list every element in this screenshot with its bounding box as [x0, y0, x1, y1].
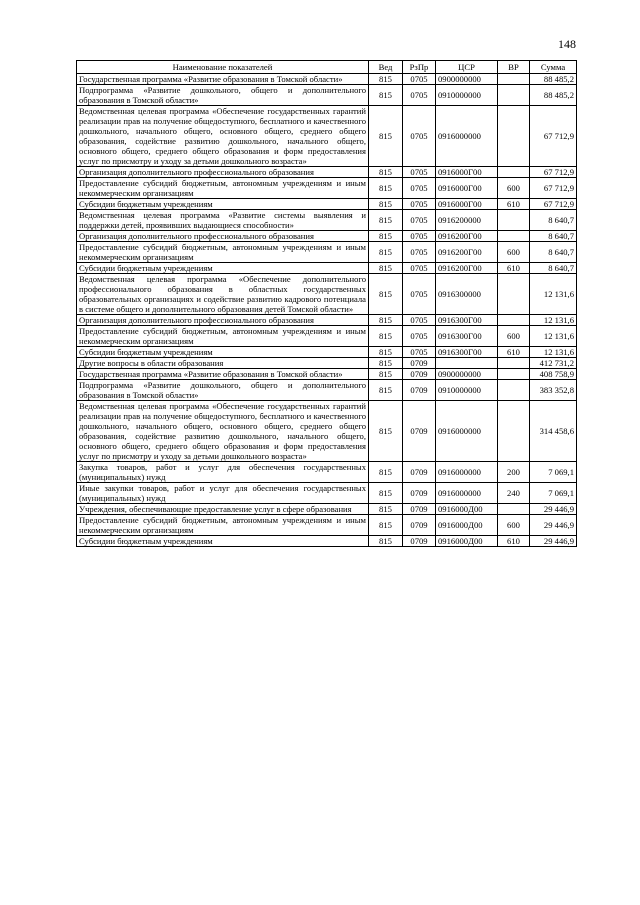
- cell-ved: 815: [369, 263, 403, 274]
- cell-ved: 815: [369, 74, 403, 85]
- table-row: [77, 369, 577, 380]
- cell-rzpr: 0705: [403, 106, 436, 167]
- cell-name: Государственная программа «Развитие образования в Томской области»: [77, 369, 369, 380]
- cell-rzpr: 0705: [403, 74, 436, 85]
- cell-sum: 412 731,2: [530, 358, 577, 369]
- cell-name: Иные закупки товаров, работ и услуг для обеспечения государственных (муниципальных) нужд: [77, 483, 369, 504]
- cell-csr: 0916000000: [436, 106, 498, 167]
- cell-sum: 67 712,9: [530, 178, 577, 199]
- cell-rzpr: 0705: [403, 178, 436, 199]
- budget-table: [76, 60, 577, 547]
- cell-ved: 815: [369, 380, 403, 401]
- cell-sum: 8 640,7: [530, 242, 577, 263]
- cell-ved: 815: [369, 231, 403, 242]
- cell-ved: 815: [369, 347, 403, 358]
- cell-csr: 0916200Г00: [436, 263, 498, 274]
- cell-rzpr: 0709: [403, 369, 436, 380]
- cell-sum: 8 640,7: [530, 263, 577, 274]
- cell-vr: [498, 274, 530, 315]
- cell-vr: [498, 504, 530, 515]
- cell-name: Субсидии бюджетным учреждениям: [77, 263, 369, 274]
- header-csr: ЦСР: [436, 61, 498, 74]
- table-row: [77, 242, 577, 263]
- cell-vr: [498, 167, 530, 178]
- table-body: [77, 74, 577, 547]
- cell-rzpr: 0709: [403, 380, 436, 401]
- cell-sum: 12 131,6: [530, 315, 577, 326]
- cell-sum: 29 446,9: [530, 515, 577, 536]
- cell-ved: 815: [369, 358, 403, 369]
- table-row: [77, 515, 577, 536]
- cell-rzpr: 0709: [403, 515, 436, 536]
- cell-ved: 815: [369, 326, 403, 347]
- cell-rzpr: 0705: [403, 210, 436, 231]
- table-row: [77, 106, 577, 167]
- cell-vr: 600: [498, 326, 530, 347]
- table-row: [77, 401, 577, 462]
- table-row: [77, 231, 577, 242]
- cell-ved: 815: [369, 515, 403, 536]
- cell-csr: 0916200000: [436, 210, 498, 231]
- cell-sum: 29 446,9: [530, 504, 577, 515]
- header-rzpr: РзПр: [403, 61, 436, 74]
- cell-vr: [498, 369, 530, 380]
- cell-ved: 815: [369, 178, 403, 199]
- cell-sum: 12 131,6: [530, 326, 577, 347]
- table-row: [77, 74, 577, 85]
- table-row: [77, 263, 577, 274]
- cell-csr: 0900000000: [436, 369, 498, 380]
- cell-name: Ведомственная целевая программа «Обеспечение государственных гарантий реализации прав на получение общедоступного, бесплатного и качественного дошкольного, начального общего, основного общего, среднего общего образования, содействие развитию дошкольного, начального общего, основного общего, среднего общего образования и форм предоставления услуг по присмотру и уходу за детьми дошкольного возраста»: [77, 106, 369, 167]
- cell-rzpr: 0705: [403, 85, 436, 106]
- cell-vr: [498, 85, 530, 106]
- cell-ved: 815: [369, 369, 403, 380]
- cell-ved: 815: [369, 85, 403, 106]
- cell-name: Учреждения, обеспечивающие предоставление услуг в сфере образования: [77, 504, 369, 515]
- page-number: 148: [558, 37, 576, 51]
- cell-name: Ведомственная целевая программа «Обеспечение дополнительного профессионального образования в областных государственных образовательных организациях и содействие развитию кадрового потенциала в системе общего и дополнительного образования детей Томской области»: [77, 274, 369, 315]
- cell-vr: [498, 106, 530, 167]
- cell-ved: 815: [369, 106, 403, 167]
- cell-sum: 67 712,9: [530, 106, 577, 167]
- cell-csr: 0916200Г00: [436, 242, 498, 263]
- cell-csr: 0916000Г00: [436, 178, 498, 199]
- cell-ved: 815: [369, 483, 403, 504]
- table-row: [77, 315, 577, 326]
- cell-csr: 0916000Д00: [436, 504, 498, 515]
- cell-sum: 12 131,6: [530, 274, 577, 315]
- cell-csr: 0916300Г00: [436, 326, 498, 347]
- cell-vr: 610: [498, 199, 530, 210]
- cell-vr: 600: [498, 242, 530, 263]
- cell-rzpr: 0705: [403, 347, 436, 358]
- cell-sum: 67 712,9: [530, 199, 577, 210]
- cell-csr: 0910000000: [436, 380, 498, 401]
- cell-name: Ведомственная целевая программа «Развитие системы выявления и поддержки детей, проявивших выдающиеся способности»: [77, 210, 369, 231]
- cell-name: Организация дополнительного профессионального образования: [77, 231, 369, 242]
- cell-csr: [436, 358, 498, 369]
- cell-name: Ведомственная целевая программа «Обеспечение государственных гарантий реализации прав на получение общедоступного, бесплатного и качественного дошкольного, начального общего, основного общего, среднего общего образования, содействие развитию дошкольного, начального общего, основного общего, среднего общего образования и форм предоставления услуг по присмотру и уходу за детьми дошкольного возраста»: [77, 401, 369, 462]
- cell-sum: 314 458,6: [530, 401, 577, 462]
- cell-vr: 240: [498, 483, 530, 504]
- table-row: [77, 199, 577, 210]
- cell-rzpr: 0705: [403, 199, 436, 210]
- cell-vr: 600: [498, 515, 530, 536]
- cell-vr: 610: [498, 263, 530, 274]
- cell-csr: 0916300Г00: [436, 347, 498, 358]
- cell-name: Субсидии бюджетным учреждениям: [77, 347, 369, 358]
- cell-name: Закупка товаров, работ и услуг для обеспечения государственных (муниципальных) нужд: [77, 462, 369, 483]
- cell-sum: 12 131,6: [530, 347, 577, 358]
- cell-rzpr: 0705: [403, 242, 436, 263]
- cell-csr: 0916300000: [436, 274, 498, 315]
- cell-rzpr: 0709: [403, 504, 436, 515]
- table-row: [77, 210, 577, 231]
- table-row: [77, 274, 577, 315]
- cell-name: Предоставление субсидий бюджетным, автономным учреждениям и иным некоммерческим организациям: [77, 326, 369, 347]
- cell-vr: [498, 74, 530, 85]
- cell-vr: [498, 401, 530, 462]
- cell-rzpr: 0705: [403, 326, 436, 347]
- header-name: Наименование показателей: [77, 61, 369, 74]
- cell-name: Государственная программа «Развитие образования в Томской области»: [77, 74, 369, 85]
- header-sum: Сумма: [530, 61, 577, 74]
- table-row: [77, 483, 577, 504]
- cell-vr: [498, 358, 530, 369]
- cell-name: Подпрограмма «Развитие дошкольного, общего и дополнительного образования в Томской области»: [77, 85, 369, 106]
- cell-sum: 29 446,9: [530, 536, 577, 547]
- cell-rzpr: 0709: [403, 483, 436, 504]
- cell-vr: [498, 380, 530, 401]
- cell-rzpr: 0709: [403, 536, 436, 547]
- table-row: [77, 85, 577, 106]
- cell-csr: 0916300Г00: [436, 315, 498, 326]
- table-row: [77, 504, 577, 515]
- cell-ved: 815: [369, 504, 403, 515]
- cell-csr: 0916000Д00: [436, 515, 498, 536]
- cell-csr: 0916000Д00: [436, 536, 498, 547]
- cell-ved: 815: [369, 210, 403, 231]
- cell-csr: 0916200Г00: [436, 231, 498, 242]
- cell-rzpr: 0709: [403, 462, 436, 483]
- cell-ved: 815: [369, 536, 403, 547]
- cell-rzpr: 0705: [403, 315, 436, 326]
- table-row: [77, 326, 577, 347]
- cell-name: Организация дополнительного профессионального образования: [77, 315, 369, 326]
- cell-sum: 7 069,1: [530, 462, 577, 483]
- cell-csr: 0916000Г00: [436, 199, 498, 210]
- cell-vr: [498, 231, 530, 242]
- cell-name: Подпрограмма «Развитие дошкольного, общего и дополнительного образования в Томской области»: [77, 380, 369, 401]
- cell-sum: 7 069,1: [530, 483, 577, 504]
- cell-name: Другие вопросы в области образования: [77, 358, 369, 369]
- table-header-row: [77, 61, 577, 74]
- cell-rzpr: 0705: [403, 263, 436, 274]
- cell-ved: 815: [369, 462, 403, 483]
- cell-ved: 815: [369, 315, 403, 326]
- cell-rzpr: 0705: [403, 167, 436, 178]
- cell-vr: [498, 315, 530, 326]
- cell-ved: 815: [369, 242, 403, 263]
- cell-sum: 8 640,7: [530, 231, 577, 242]
- table-row: [77, 347, 577, 358]
- cell-name: Предоставление субсидий бюджетным, автономным учреждениям и иным некоммерческим организациям: [77, 242, 369, 263]
- cell-name: Предоставление субсидий бюджетным, автономным учреждениям и иным некоммерческим организациям: [77, 515, 369, 536]
- cell-vr: 610: [498, 536, 530, 547]
- table-row: [77, 536, 577, 547]
- cell-csr: 0916000Г00: [436, 167, 498, 178]
- cell-vr: 600: [498, 178, 530, 199]
- cell-csr: 0910000000: [436, 85, 498, 106]
- cell-name: Субсидии бюджетным учреждениям: [77, 536, 369, 547]
- cell-sum: 88 485,2: [530, 74, 577, 85]
- cell-ved: 815: [369, 274, 403, 315]
- table-row: [77, 167, 577, 178]
- cell-sum: 8 640,7: [530, 210, 577, 231]
- cell-ved: 815: [369, 401, 403, 462]
- cell-sum: 383 352,8: [530, 380, 577, 401]
- cell-sum: 88 485,2: [530, 85, 577, 106]
- cell-sum: 408 758,9: [530, 369, 577, 380]
- header-ved: Вед: [369, 61, 403, 74]
- cell-rzpr: 0705: [403, 231, 436, 242]
- table-row: [77, 380, 577, 401]
- cell-vr: 610: [498, 347, 530, 358]
- cell-csr: 0916000000: [436, 401, 498, 462]
- table-row: [77, 462, 577, 483]
- cell-csr: 0916000000: [436, 483, 498, 504]
- cell-rzpr: 0709: [403, 401, 436, 462]
- cell-ved: 815: [369, 167, 403, 178]
- header-vr: ВР: [498, 61, 530, 74]
- cell-vr: [498, 210, 530, 231]
- cell-rzpr: 0705: [403, 274, 436, 315]
- cell-vr: 200: [498, 462, 530, 483]
- cell-rzpr: 0709: [403, 358, 436, 369]
- table-row: [77, 178, 577, 199]
- cell-name: Субсидии бюджетным учреждениям: [77, 199, 369, 210]
- cell-csr: 0900000000: [436, 74, 498, 85]
- cell-name: Предоставление субсидий бюджетным, автономным учреждениям и иным некоммерческим организациям: [77, 178, 369, 199]
- cell-sum: 67 712,9: [530, 167, 577, 178]
- cell-csr: 0916000000: [436, 462, 498, 483]
- table-row: [77, 358, 577, 369]
- cell-name: Организация дополнительного профессионального образования: [77, 167, 369, 178]
- cell-ved: 815: [369, 199, 403, 210]
